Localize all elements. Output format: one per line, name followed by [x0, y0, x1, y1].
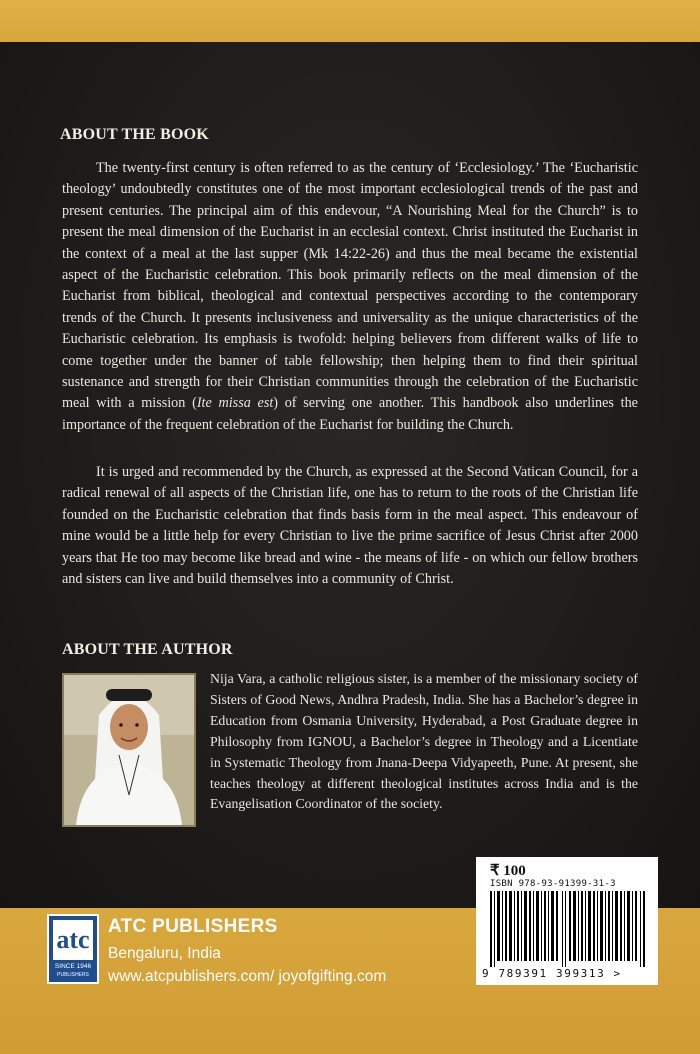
logo-publishers: PUBLISHERS	[57, 972, 89, 978]
barcode-graphic	[486, 891, 648, 967]
about-book-text-2: It is urged and recommended by the Church, as expressed at the Second Vatican Council, for a radical renewal of all aspects of the Christian life, one has to return to the roots of the Christian life founded on the Eucharistic celebration that finds basis form in the meal aspect. This endeavour of mine would be a little help for every Christian to live the prime sacrifice of Jesus Christ after 2000 years that He too may become like bread and wine - the means of life - on which our fellow brothers and sisters can live and build themselves into a community of Christ.	[62, 464, 638, 588]
about-book-text: The twenty-first century is often referred to as the century of ‘Ecclesiology.’ The ‘Eucharistic theology’ undoubtedly constitutes one of the most important ecclesiological trends of the past and present centuries. The principal aim of this endevour, “A Nourishing Meal for the Church” is to present the meal dimension of the Eucharist in an ecclesial context. Christ instituted the Eucharist in the context of a meal at the last supper (Mk 14:22-26) and thus the meal became the existential aspect of the Eucharistic celebration. This book primarily reflects on the meal dimension of the Eucharist from biblical, theological and contextual perspectives according to the contemporary trends of the Church. It presents inclusiveness and universality as the unique characteristics of the Eucharistic celebration. Its emphasis is twofold: helping believers from different walks of life to come together under the banner of table fellowship; then helping them to find their spiritual sustenance and strength for their Christian communities through the celebration of the Eucharistic meal with a mission (	[62, 160, 638, 412]
atc-publishers-logo	[47, 914, 99, 984]
publisher-url[interactable]: www.atcpublishers.com/ joyofgifting.com	[108, 968, 387, 985]
about-book-heading: ABOUT THE BOOK	[60, 126, 209, 143]
ite-missa-est-italic: Ite missa est	[196, 395, 274, 412]
publisher-name: ATC PUBLISHERS	[108, 916, 278, 937]
price-barcode-box	[476, 857, 658, 985]
isbn-label: ISBN 978-93-91399-31-3	[490, 879, 616, 889]
barcode-digits: 9 789391 399313 >	[482, 967, 622, 980]
about-book-paragraph-1	[62, 158, 638, 436]
publisher-city: Bengaluru, India	[108, 945, 221, 962]
logo-mark: atc	[53, 920, 93, 960]
logo-since: SINCE 1946	[54, 963, 92, 970]
about-book-paragraph-2	[62, 462, 638, 590]
author-portrait-illustration	[64, 675, 194, 825]
top-gold-band	[0, 0, 700, 42]
about-author-heading: ABOUT THE AUTHOR	[62, 641, 233, 658]
author-bio: Nija Vara, a catholic religious sister, is a member of the missionary society of Sisters of Good News, Andhra Pradesh, India. She has a Bachelor’s degree in Education from Osmania University, Hyderabad, a Post Graduate degree in Philosophy from IGNOU, a Bachelor’s degree in Theology and a Licentiate in Systematic Theology from Jnana-Deepa Vidyapeeth, Pune. At present, she teaches theology at different theological institutes across India and is the Evangelisation Coordinator of the society.	[210, 671, 638, 812]
price-label: ₹ 100	[490, 863, 526, 879]
about-book-text-end: ) of serving one another. This handbook also underlines the importance of the frequent celebration of the Eucharist for building the Church.	[62, 395, 638, 433]
author-photo	[62, 673, 196, 827]
